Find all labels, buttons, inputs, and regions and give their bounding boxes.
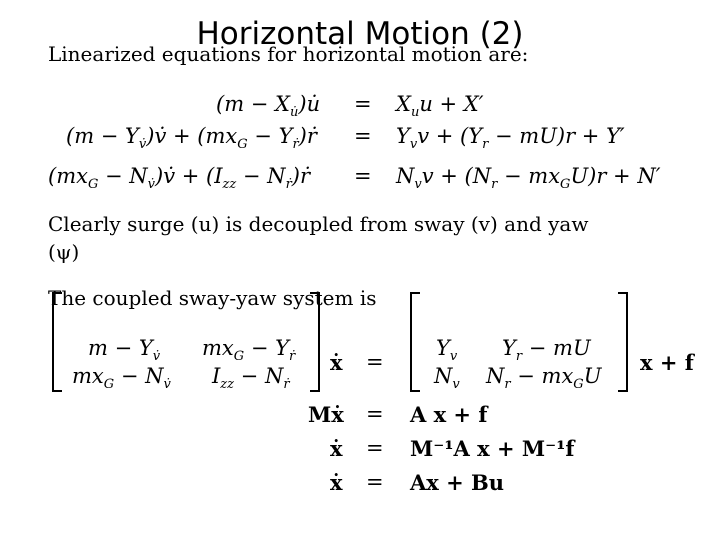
sway-eq-rhs: $Y_vv + (Y_r - mU)r + Y'$ (396, 124, 625, 153)
yaw-eq-sign: = (354, 164, 372, 188)
matrix-eq-sign: = (366, 350, 384, 374)
compact-line3-sign: = (366, 470, 384, 494)
mass-matrix-cell: $I_{zz} - N_ṙ$ (212, 364, 290, 393)
mass-matrix-cell: $m - Y_{v̇}$ (88, 336, 161, 365)
damping-matrix-cell: $N_r - mx_GU$ (486, 364, 602, 393)
compact-line1-lhs: Mẋ (308, 402, 344, 427)
matrix-rhs-suffix: x + f (640, 350, 694, 375)
compact-line3-lhs: ẋ (330, 470, 343, 495)
compact-line1-sign: = (366, 402, 384, 426)
damping-matrix-right-bracket (618, 292, 628, 392)
compact-line2-rhs: M⁻¹A x + M⁻¹f (410, 436, 575, 461)
damping-matrix-cell: $Y_v$ (436, 336, 458, 365)
mass-matrix-cell: $mx_G - N_{v̇}$ (72, 364, 171, 393)
compact-line2-sign: = (366, 436, 384, 460)
compact-line3-rhs: Ax + Bu (410, 470, 505, 495)
decoupled-text: Clearly surge (u) is decoupled from sway (v) and yaw (48, 212, 589, 236)
compact-line1-rhs: A x + f (410, 402, 488, 427)
intro-text: Linearized equations for horizontal motion are: (48, 42, 529, 66)
mass-matrix-left-bracket (52, 292, 62, 392)
state-derivative: ẋ (330, 350, 343, 375)
damping-matrix-left-bracket (410, 292, 420, 392)
damping-matrix-cell: $N_v$ (434, 364, 460, 393)
surge-eq-lhs: $(m - X_{u̇})u̇$ (216, 92, 321, 121)
sway-eq-lhs: $(m - Y_{v̇})v̇ + (mx_G$ − $Y_ṙ)ṙ$ (66, 124, 317, 153)
damping-matrix-cell: $Y_r$ − mU (502, 336, 591, 365)
sway-eq-sign: = (354, 124, 372, 148)
yaw-eq-lhs: ($mx_G$ − $N_{v̇})v̇ + (I_{zz}$ − $N_ṙ)ṙ$ (48, 164, 311, 193)
decoupled-text-cont: (ψ) (48, 240, 80, 264)
mass-matrix-cell: $mx_G - Y_ṙ$ (202, 336, 296, 365)
surge-eq-rhs: $X_uu + X'$ (396, 92, 484, 121)
surge-eq-sign: = (354, 92, 372, 116)
coupled-text: The coupled sway-yaw system is (48, 286, 377, 310)
mass-matrix-right-bracket (310, 292, 320, 392)
compact-line2-lhs: ẋ (330, 436, 343, 461)
slide-title: Horizontal Motion (2) (196, 16, 524, 52)
yaw-eq-rhs: $N_vv + (N_r - mx_GU)r + N'$ (396, 164, 661, 193)
